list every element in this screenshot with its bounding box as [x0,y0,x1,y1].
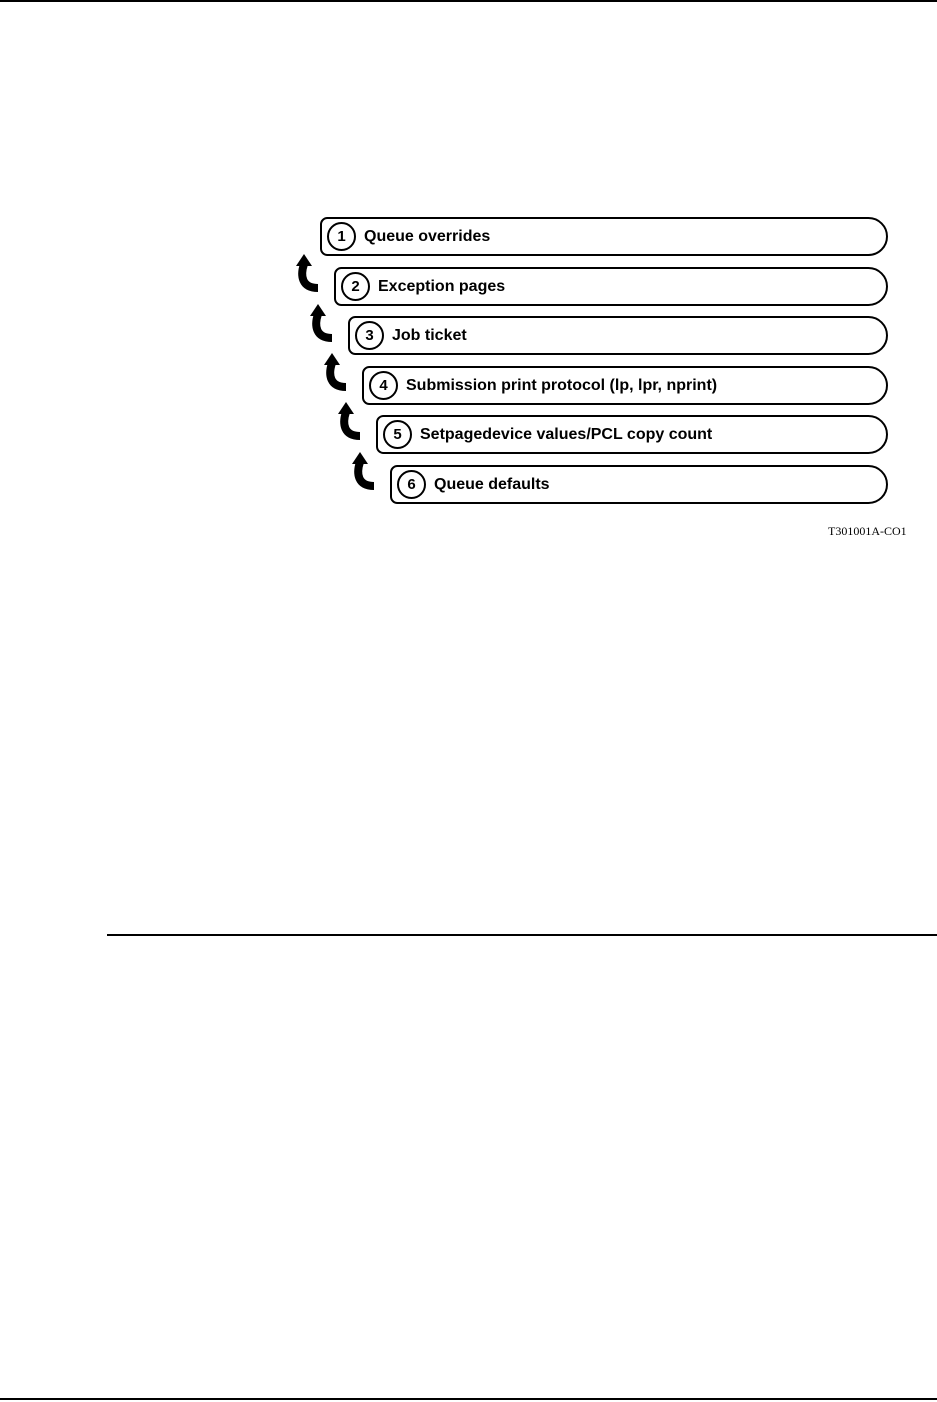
stage-label: Setpagedevice values/PCL copy count [420,425,713,443]
stage-number: 2 [341,272,370,301]
section-rule [107,934,937,936]
curved-arrow-icon [304,300,344,346]
figure-id: T301001A-CO1 [828,524,907,538]
stage-number: 1 [327,222,356,251]
precedence-diagram [280,200,920,520]
bottom-rule [0,1398,937,1400]
stage-number: 4 [369,371,398,400]
stage-box-5 [376,415,888,454]
stage-box-6 [390,465,888,504]
curved-arrow-icon [332,398,372,444]
stage-number: 5 [383,420,412,449]
stage-label: Queue defaults [434,475,550,493]
stage-number: 6 [397,470,426,499]
stage-label: Job ticket [392,326,467,344]
stage-box-3 [348,316,888,355]
stage-box-2 [334,267,888,306]
curved-arrow-icon [290,250,330,296]
top-rule [0,0,937,2]
curved-arrow-icon [318,349,358,395]
stage-label: Exception pages [378,277,506,295]
stage-box-1 [320,217,888,256]
stage-label: Queue overrides [364,227,491,245]
curved-arrow-icon [346,448,386,494]
stage-box-4 [362,366,888,405]
stage-number: 3 [355,321,384,350]
stage-label: Submission print protocol (lp, lpr, nprint) [406,376,718,394]
